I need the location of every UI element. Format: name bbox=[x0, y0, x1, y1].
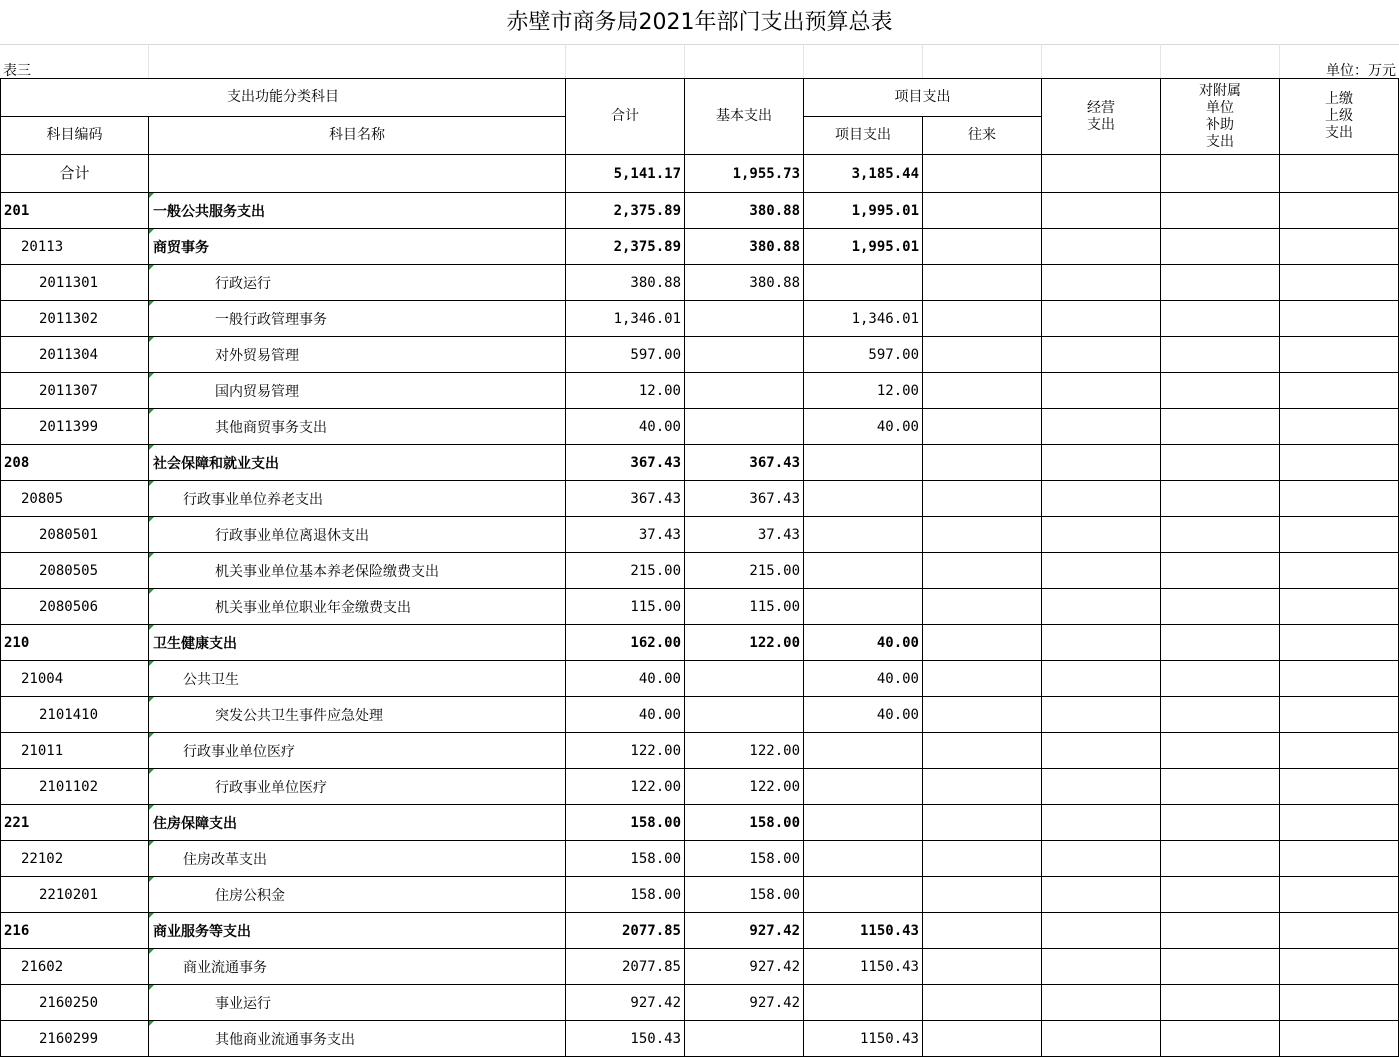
row-code: 21004 bbox=[1, 661, 149, 697]
row-basic: 367.43 bbox=[685, 445, 804, 481]
header-basic: 基本支出 bbox=[685, 79, 804, 155]
row-superior bbox=[1280, 481, 1399, 517]
sheet-gridline bbox=[922, 44, 923, 78]
table-row bbox=[1, 553, 1399, 589]
row-subsidy bbox=[1161, 481, 1280, 517]
row-superior bbox=[1280, 913, 1399, 949]
row-total: 40.00 bbox=[566, 661, 685, 697]
row-superior bbox=[1280, 265, 1399, 301]
row-transfer bbox=[923, 481, 1042, 517]
row-operating bbox=[1042, 301, 1161, 337]
row-operating bbox=[1042, 841, 1161, 877]
total-basic: 1,955.73 bbox=[685, 155, 804, 193]
total-sum: 5,141.17 bbox=[566, 155, 685, 193]
row-transfer bbox=[923, 265, 1042, 301]
table-row bbox=[1, 913, 1399, 949]
sheet-gridline bbox=[803, 44, 804, 78]
row-operating bbox=[1042, 769, 1161, 805]
row-project: 40.00 bbox=[804, 409, 923, 445]
row-superior bbox=[1280, 805, 1399, 841]
row-operating bbox=[1042, 409, 1161, 445]
row-project bbox=[804, 553, 923, 589]
row-basic: 158.00 bbox=[685, 805, 804, 841]
table-row bbox=[1, 625, 1399, 661]
table-row bbox=[1, 697, 1399, 733]
row-operating bbox=[1042, 553, 1161, 589]
table-row bbox=[1, 733, 1399, 769]
row-basic: 380.88 bbox=[685, 229, 804, 265]
row-total: 1,346.01 bbox=[566, 301, 685, 337]
row-project: 12.00 bbox=[804, 373, 923, 409]
row-basic: 367.43 bbox=[685, 481, 804, 517]
row-code: 21011 bbox=[1, 733, 149, 769]
row-subsidy bbox=[1161, 841, 1280, 877]
table-row bbox=[1, 841, 1399, 877]
row-name: 一般公共服务支出 bbox=[149, 193, 566, 229]
row-operating bbox=[1042, 697, 1161, 733]
row-project bbox=[804, 589, 923, 625]
row-project: 40.00 bbox=[804, 661, 923, 697]
row-transfer bbox=[923, 913, 1042, 949]
table-row bbox=[1, 661, 1399, 697]
row-name: 行政事业单位医疗 bbox=[149, 733, 566, 769]
row-transfer bbox=[923, 877, 1042, 913]
row-superior bbox=[1280, 841, 1399, 877]
table-row bbox=[1, 373, 1399, 409]
row-operating bbox=[1042, 265, 1161, 301]
row-code: 2011302 bbox=[1, 301, 149, 337]
row-transfer bbox=[923, 841, 1042, 877]
unit-label: 单位：万元 bbox=[1326, 63, 1396, 79]
row-total: 40.00 bbox=[566, 409, 685, 445]
row-project: 1,995.01 bbox=[804, 229, 923, 265]
row-superior bbox=[1280, 985, 1399, 1021]
row-basic bbox=[685, 409, 804, 445]
row-superior bbox=[1280, 517, 1399, 553]
row-code: 2011304 bbox=[1, 337, 149, 373]
row-name: 一般行政管理事务 bbox=[149, 301, 566, 337]
row-operating bbox=[1042, 337, 1161, 373]
table-row bbox=[1, 517, 1399, 553]
table-row bbox=[1, 805, 1399, 841]
row-basic: 927.42 bbox=[685, 913, 804, 949]
row-superior bbox=[1280, 589, 1399, 625]
sheet-gridline bbox=[1041, 44, 1042, 78]
sheet-gridline bbox=[684, 44, 685, 78]
row-project bbox=[804, 517, 923, 553]
row-subsidy bbox=[1161, 877, 1280, 913]
row-name: 商贸事务 bbox=[149, 229, 566, 265]
header-code: 科目编码 bbox=[1, 117, 149, 155]
row-subsidy bbox=[1161, 805, 1280, 841]
row-total: 2,375.89 bbox=[566, 229, 685, 265]
row-code: 2160299 bbox=[1, 1021, 149, 1057]
row-transfer bbox=[923, 985, 1042, 1021]
row-subsidy bbox=[1161, 985, 1280, 1021]
row-project bbox=[804, 481, 923, 517]
row-total: 2077.85 bbox=[566, 949, 685, 985]
row-subsidy bbox=[1161, 589, 1280, 625]
row-project: 597.00 bbox=[804, 337, 923, 373]
row-operating bbox=[1042, 985, 1161, 1021]
table-row bbox=[1, 949, 1399, 985]
row-subsidy bbox=[1161, 697, 1280, 733]
row-operating bbox=[1042, 877, 1161, 913]
row-project: 1150.43 bbox=[804, 913, 923, 949]
row-name: 其他商贸事务支出 bbox=[149, 409, 566, 445]
row-name: 对外贸易管理 bbox=[149, 337, 566, 373]
row-code: 2011301 bbox=[1, 265, 149, 301]
row-transfer bbox=[923, 337, 1042, 373]
row-operating bbox=[1042, 517, 1161, 553]
row-subsidy bbox=[1161, 517, 1280, 553]
row-transfer bbox=[923, 769, 1042, 805]
row-basic bbox=[685, 661, 804, 697]
row-transfer bbox=[923, 589, 1042, 625]
row-total: 380.88 bbox=[566, 265, 685, 301]
row-total: 12.00 bbox=[566, 373, 685, 409]
total-name-cell bbox=[149, 155, 566, 193]
row-basic: 37.43 bbox=[685, 517, 804, 553]
row-project: 1150.43 bbox=[804, 1021, 923, 1057]
row-superior bbox=[1280, 733, 1399, 769]
row-basic: 380.88 bbox=[685, 265, 804, 301]
page-title: 赤壁市商务局2021年部门支出预算总表 bbox=[0, 0, 1399, 45]
row-name: 住房公积金 bbox=[149, 877, 566, 913]
table-row bbox=[1, 769, 1399, 805]
row-name: 住房保障支出 bbox=[149, 805, 566, 841]
table-row bbox=[1, 877, 1399, 913]
row-name: 其他商业流通事务支出 bbox=[149, 1021, 566, 1057]
row-basic bbox=[685, 1021, 804, 1057]
row-operating bbox=[1042, 229, 1161, 265]
row-project: 1150.43 bbox=[804, 949, 923, 985]
row-basic: 380.88 bbox=[685, 193, 804, 229]
row-total: 122.00 bbox=[566, 733, 685, 769]
row-project bbox=[804, 265, 923, 301]
row-project bbox=[804, 769, 923, 805]
row-total: 215.00 bbox=[566, 553, 685, 589]
row-project bbox=[804, 733, 923, 769]
row-operating bbox=[1042, 373, 1161, 409]
row-superior bbox=[1280, 625, 1399, 661]
total-subsidy bbox=[1161, 155, 1280, 193]
row-subsidy bbox=[1161, 733, 1280, 769]
row-code: 216 bbox=[1, 913, 149, 949]
row-code: 2080505 bbox=[1, 553, 149, 589]
row-name: 机关事业单位职业年金缴费支出 bbox=[149, 589, 566, 625]
row-total: 158.00 bbox=[566, 877, 685, 913]
row-name: 行政事业单位离退休支出 bbox=[149, 517, 566, 553]
row-operating bbox=[1042, 193, 1161, 229]
row-subsidy bbox=[1161, 373, 1280, 409]
row-operating bbox=[1042, 661, 1161, 697]
row-project bbox=[804, 841, 923, 877]
row-name: 社会保障和就业支出 bbox=[149, 445, 566, 481]
row-subsidy bbox=[1161, 949, 1280, 985]
row-project bbox=[804, 985, 923, 1021]
row-basic bbox=[685, 337, 804, 373]
row-code: 2080501 bbox=[1, 517, 149, 553]
header-project-group: 项目支出 bbox=[804, 79, 1042, 117]
table-row bbox=[1, 265, 1399, 301]
row-subsidy bbox=[1161, 445, 1280, 481]
row-superior bbox=[1280, 697, 1399, 733]
row-subsidy bbox=[1161, 625, 1280, 661]
row-transfer bbox=[923, 301, 1042, 337]
row-operating bbox=[1042, 589, 1161, 625]
row-basic: 122.00 bbox=[685, 769, 804, 805]
row-name: 商业服务等支出 bbox=[149, 913, 566, 949]
row-basic bbox=[685, 697, 804, 733]
row-transfer bbox=[923, 805, 1042, 841]
header-project: 项目支出 bbox=[804, 117, 923, 155]
row-superior bbox=[1280, 445, 1399, 481]
row-project: 1,346.01 bbox=[804, 301, 923, 337]
header-func-class: 支出功能分类科目 bbox=[1, 79, 566, 117]
row-name: 行政运行 bbox=[149, 265, 566, 301]
total-superior bbox=[1280, 155, 1399, 193]
row-superior bbox=[1280, 1021, 1399, 1057]
row-transfer bbox=[923, 445, 1042, 481]
row-project: 40.00 bbox=[804, 625, 923, 661]
row-basic: 115.00 bbox=[685, 589, 804, 625]
header-transfer: 往来 bbox=[923, 117, 1042, 155]
row-transfer bbox=[923, 733, 1042, 769]
header-total: 合计 bbox=[566, 79, 685, 155]
row-operating bbox=[1042, 913, 1161, 949]
row-superior bbox=[1280, 373, 1399, 409]
row-code: 201 bbox=[1, 193, 149, 229]
total-operating bbox=[1042, 155, 1161, 193]
row-transfer bbox=[923, 373, 1042, 409]
row-total: 158.00 bbox=[566, 841, 685, 877]
row-code: 22102 bbox=[1, 841, 149, 877]
row-total: 2,375.89 bbox=[566, 193, 685, 229]
row-subsidy bbox=[1161, 193, 1280, 229]
row-transfer bbox=[923, 949, 1042, 985]
row-basic: 215.00 bbox=[685, 553, 804, 589]
row-superior bbox=[1280, 229, 1399, 265]
row-superior bbox=[1280, 193, 1399, 229]
row-subsidy bbox=[1161, 1021, 1280, 1057]
row-name: 卫生健康支出 bbox=[149, 625, 566, 661]
total-transfer bbox=[923, 155, 1042, 193]
row-name: 住房改革支出 bbox=[149, 841, 566, 877]
table-row bbox=[1, 229, 1399, 265]
row-superior bbox=[1280, 877, 1399, 913]
table-row bbox=[1, 409, 1399, 445]
row-subsidy bbox=[1161, 913, 1280, 949]
row-project bbox=[804, 445, 923, 481]
row-project bbox=[804, 805, 923, 841]
table-row bbox=[1, 301, 1399, 337]
row-code: 2080506 bbox=[1, 589, 149, 625]
row-code: 2101102 bbox=[1, 769, 149, 805]
row-subsidy bbox=[1161, 229, 1280, 265]
row-name: 商业流通事务 bbox=[149, 949, 566, 985]
row-total: 40.00 bbox=[566, 697, 685, 733]
row-subsidy bbox=[1161, 337, 1280, 373]
budget-table bbox=[0, 78, 1399, 1057]
row-basic: 927.42 bbox=[685, 949, 804, 985]
row-subsidy bbox=[1161, 265, 1280, 301]
row-basic bbox=[685, 373, 804, 409]
row-transfer bbox=[923, 625, 1042, 661]
row-superior bbox=[1280, 301, 1399, 337]
table-row bbox=[1, 589, 1399, 625]
total-label: 合计 bbox=[1, 155, 149, 193]
row-operating bbox=[1042, 1021, 1161, 1057]
row-superior bbox=[1280, 337, 1399, 373]
sheet-gridline bbox=[148, 44, 149, 78]
row-subsidy bbox=[1161, 661, 1280, 697]
header-superior: 上缴 上级 支出 bbox=[1280, 79, 1399, 155]
header-subsidy: 对附属 单位 补助 支出 bbox=[1161, 79, 1280, 155]
sheet-gridline bbox=[565, 44, 566, 78]
header-operating: 经营 支出 bbox=[1042, 79, 1161, 155]
row-superior bbox=[1280, 409, 1399, 445]
row-code: 210 bbox=[1, 625, 149, 661]
row-name: 公共卫生 bbox=[149, 661, 566, 697]
row-project: 40.00 bbox=[804, 697, 923, 733]
table-row bbox=[1, 1021, 1399, 1057]
total-project: 3,185.44 bbox=[804, 155, 923, 193]
table-row bbox=[1, 445, 1399, 481]
row-transfer bbox=[923, 1021, 1042, 1057]
row-transfer bbox=[923, 697, 1042, 733]
table-row bbox=[1, 985, 1399, 1021]
header-name: 科目名称 bbox=[149, 117, 566, 155]
row-subsidy bbox=[1161, 553, 1280, 589]
row-operating bbox=[1042, 733, 1161, 769]
row-transfer bbox=[923, 409, 1042, 445]
row-code: 20805 bbox=[1, 481, 149, 517]
row-subsidy bbox=[1161, 301, 1280, 337]
row-name: 突发公共卫生事件应急处理 bbox=[149, 697, 566, 733]
row-transfer bbox=[923, 517, 1042, 553]
row-name: 行政事业单位医疗 bbox=[149, 769, 566, 805]
row-operating bbox=[1042, 625, 1161, 661]
row-total: 162.00 bbox=[566, 625, 685, 661]
row-project: 1,995.01 bbox=[804, 193, 923, 229]
row-superior bbox=[1280, 553, 1399, 589]
row-superior bbox=[1280, 661, 1399, 697]
row-total: 122.00 bbox=[566, 769, 685, 805]
sheet-gridline bbox=[1279, 44, 1280, 78]
row-basic: 158.00 bbox=[685, 841, 804, 877]
row-operating bbox=[1042, 445, 1161, 481]
row-name: 国内贸易管理 bbox=[149, 373, 566, 409]
row-superior bbox=[1280, 949, 1399, 985]
row-basic: 927.42 bbox=[685, 985, 804, 1021]
row-basic: 158.00 bbox=[685, 877, 804, 913]
table-row bbox=[1, 481, 1399, 517]
row-project bbox=[804, 877, 923, 913]
table-row bbox=[1, 337, 1399, 373]
row-total: 158.00 bbox=[566, 805, 685, 841]
row-code: 2101410 bbox=[1, 697, 149, 733]
row-superior bbox=[1280, 769, 1399, 805]
row-subsidy bbox=[1161, 769, 1280, 805]
row-operating bbox=[1042, 481, 1161, 517]
row-total: 927.42 bbox=[566, 985, 685, 1021]
row-subsidy bbox=[1161, 409, 1280, 445]
row-transfer bbox=[923, 661, 1042, 697]
row-name: 机关事业单位基本养老保险缴费支出 bbox=[149, 553, 566, 589]
row-code: 20113 bbox=[1, 229, 149, 265]
row-operating bbox=[1042, 949, 1161, 985]
table-number: 表三 bbox=[3, 63, 31, 79]
row-total: 367.43 bbox=[566, 445, 685, 481]
row-basic: 122.00 bbox=[685, 625, 804, 661]
row-total: 150.43 bbox=[566, 1021, 685, 1057]
row-total: 597.00 bbox=[566, 337, 685, 373]
row-name: 事业运行 bbox=[149, 985, 566, 1021]
row-basic bbox=[685, 301, 804, 337]
table-row bbox=[1, 193, 1399, 229]
row-code: 2160250 bbox=[1, 985, 149, 1021]
row-transfer bbox=[923, 553, 1042, 589]
row-basic: 122.00 bbox=[685, 733, 804, 769]
row-total: 115.00 bbox=[566, 589, 685, 625]
row-code: 2011399 bbox=[1, 409, 149, 445]
sheet-gridline bbox=[1160, 44, 1161, 78]
row-code: 21602 bbox=[1, 949, 149, 985]
row-code: 221 bbox=[1, 805, 149, 841]
row-total: 2077.85 bbox=[566, 913, 685, 949]
row-transfer bbox=[923, 229, 1042, 265]
row-operating bbox=[1042, 805, 1161, 841]
header-row-1 bbox=[1, 79, 1399, 117]
row-code: 208 bbox=[1, 445, 149, 481]
row-code: 2011307 bbox=[1, 373, 149, 409]
row-code: 2210201 bbox=[1, 877, 149, 913]
row-name: 行政事业单位养老支出 bbox=[149, 481, 566, 517]
row-total: 367.43 bbox=[566, 481, 685, 517]
row-total: 37.43 bbox=[566, 517, 685, 553]
total-row bbox=[1, 155, 1399, 193]
row-transfer bbox=[923, 193, 1042, 229]
